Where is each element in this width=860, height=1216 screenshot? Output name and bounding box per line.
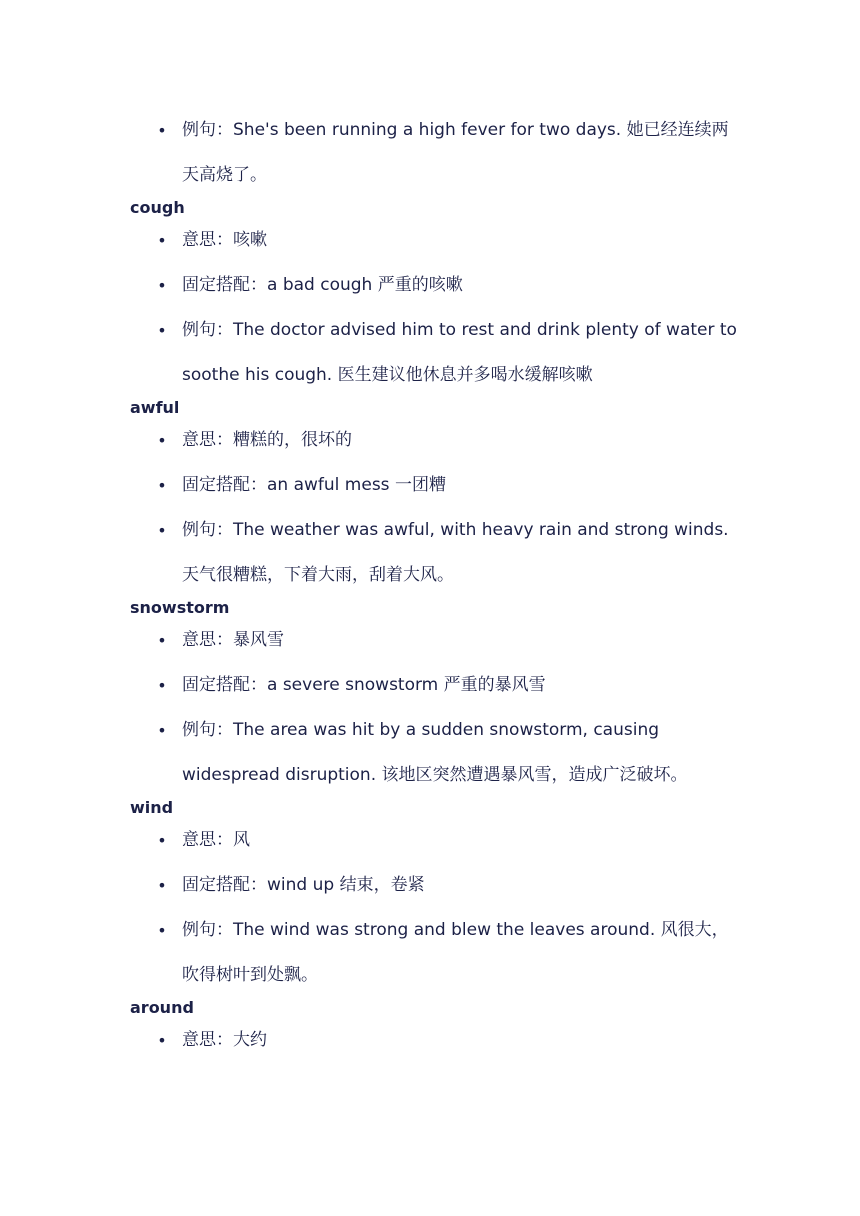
headword: awful <box>130 398 180 417</box>
example-text: 例句：The wind was strong and blew the leaves around. 风很大，吹得树叶到处飘。 <box>182 920 729 985</box>
meaning-text: 意思：暴风雪 <box>182 630 284 650</box>
headword: around <box>130 998 194 1017</box>
example-item <box>130 508 740 598</box>
collocation-item <box>130 463 740 508</box>
example-text: 例句：The doctor advised him to rest and drink plenty of water to soothe his cough. 医生建议他休息并多喝水缓解咳嗽 <box>182 320 737 385</box>
meaning-item <box>130 218 740 263</box>
bullet-icon: • <box>157 321 167 340</box>
bullet-icon: • <box>157 431 167 450</box>
document-page <box>130 108 740 1063</box>
bullet-icon: • <box>157 276 167 295</box>
headword: wind <box>130 798 174 817</box>
meaning-item <box>130 818 740 863</box>
bullet-icon: • <box>157 721 167 740</box>
example-text: 例句：The weather was awful, with heavy rain and strong winds. 天气很糟糕，下着大雨，刮着大风。 <box>182 520 729 585</box>
collocation-text: 固定搭配：a bad cough 严重的咳嗽 <box>182 275 463 295</box>
collocation-item <box>130 263 740 308</box>
example-item <box>130 308 740 398</box>
meaning-item <box>130 418 740 463</box>
headword: cough <box>130 198 185 217</box>
collocation-text: 固定搭配：an awful mess 一团糟 <box>182 475 446 495</box>
collocation-text: 固定搭配：wind up 结束，卷紧 <box>182 875 425 895</box>
definition-list <box>130 108 740 198</box>
example-text: 例句：She's been running a high fever for two days. 她已经连续两天高烧了。 <box>182 120 729 185</box>
bullet-icon: • <box>157 876 167 895</box>
meaning-text: 意思：大约 <box>182 1030 267 1050</box>
meaning-item <box>130 1018 740 1063</box>
bullet-icon: • <box>157 676 167 695</box>
meaning-text: 意思：咳嗽 <box>182 230 267 250</box>
example-text: 例句：The area was hit by a sudden snowstorm, causing widespread disruption. 该地区突然遭遇暴风雪，造成广泛破坏。 <box>182 720 688 785</box>
meaning-item <box>130 618 740 663</box>
bullet-icon: • <box>157 921 167 940</box>
example-item <box>130 708 740 798</box>
bullet-icon: • <box>157 521 167 540</box>
meaning-text: 意思：糟糕的，很坏的 <box>182 430 352 450</box>
bullet-icon: • <box>157 631 167 650</box>
bullet-icon: • <box>157 831 167 850</box>
collocation-item <box>130 663 740 708</box>
example-item <box>130 908 740 998</box>
definition-list <box>130 418 740 598</box>
bullet-icon: • <box>157 476 167 495</box>
example-item <box>130 108 740 198</box>
definition-list <box>130 218 740 398</box>
bullet-icon: • <box>157 231 167 250</box>
headword: snowstorm <box>130 598 230 617</box>
bullet-icon: • <box>157 121 167 140</box>
collocation-item <box>130 863 740 908</box>
definition-list <box>130 1018 740 1063</box>
definition-list <box>130 618 740 798</box>
bullet-icon: • <box>157 1031 167 1050</box>
definition-list <box>130 818 740 998</box>
meaning-text: 意思：风 <box>182 830 250 850</box>
collocation-text: 固定搭配：a severe snowstorm 严重的暴风雪 <box>182 675 546 695</box>
